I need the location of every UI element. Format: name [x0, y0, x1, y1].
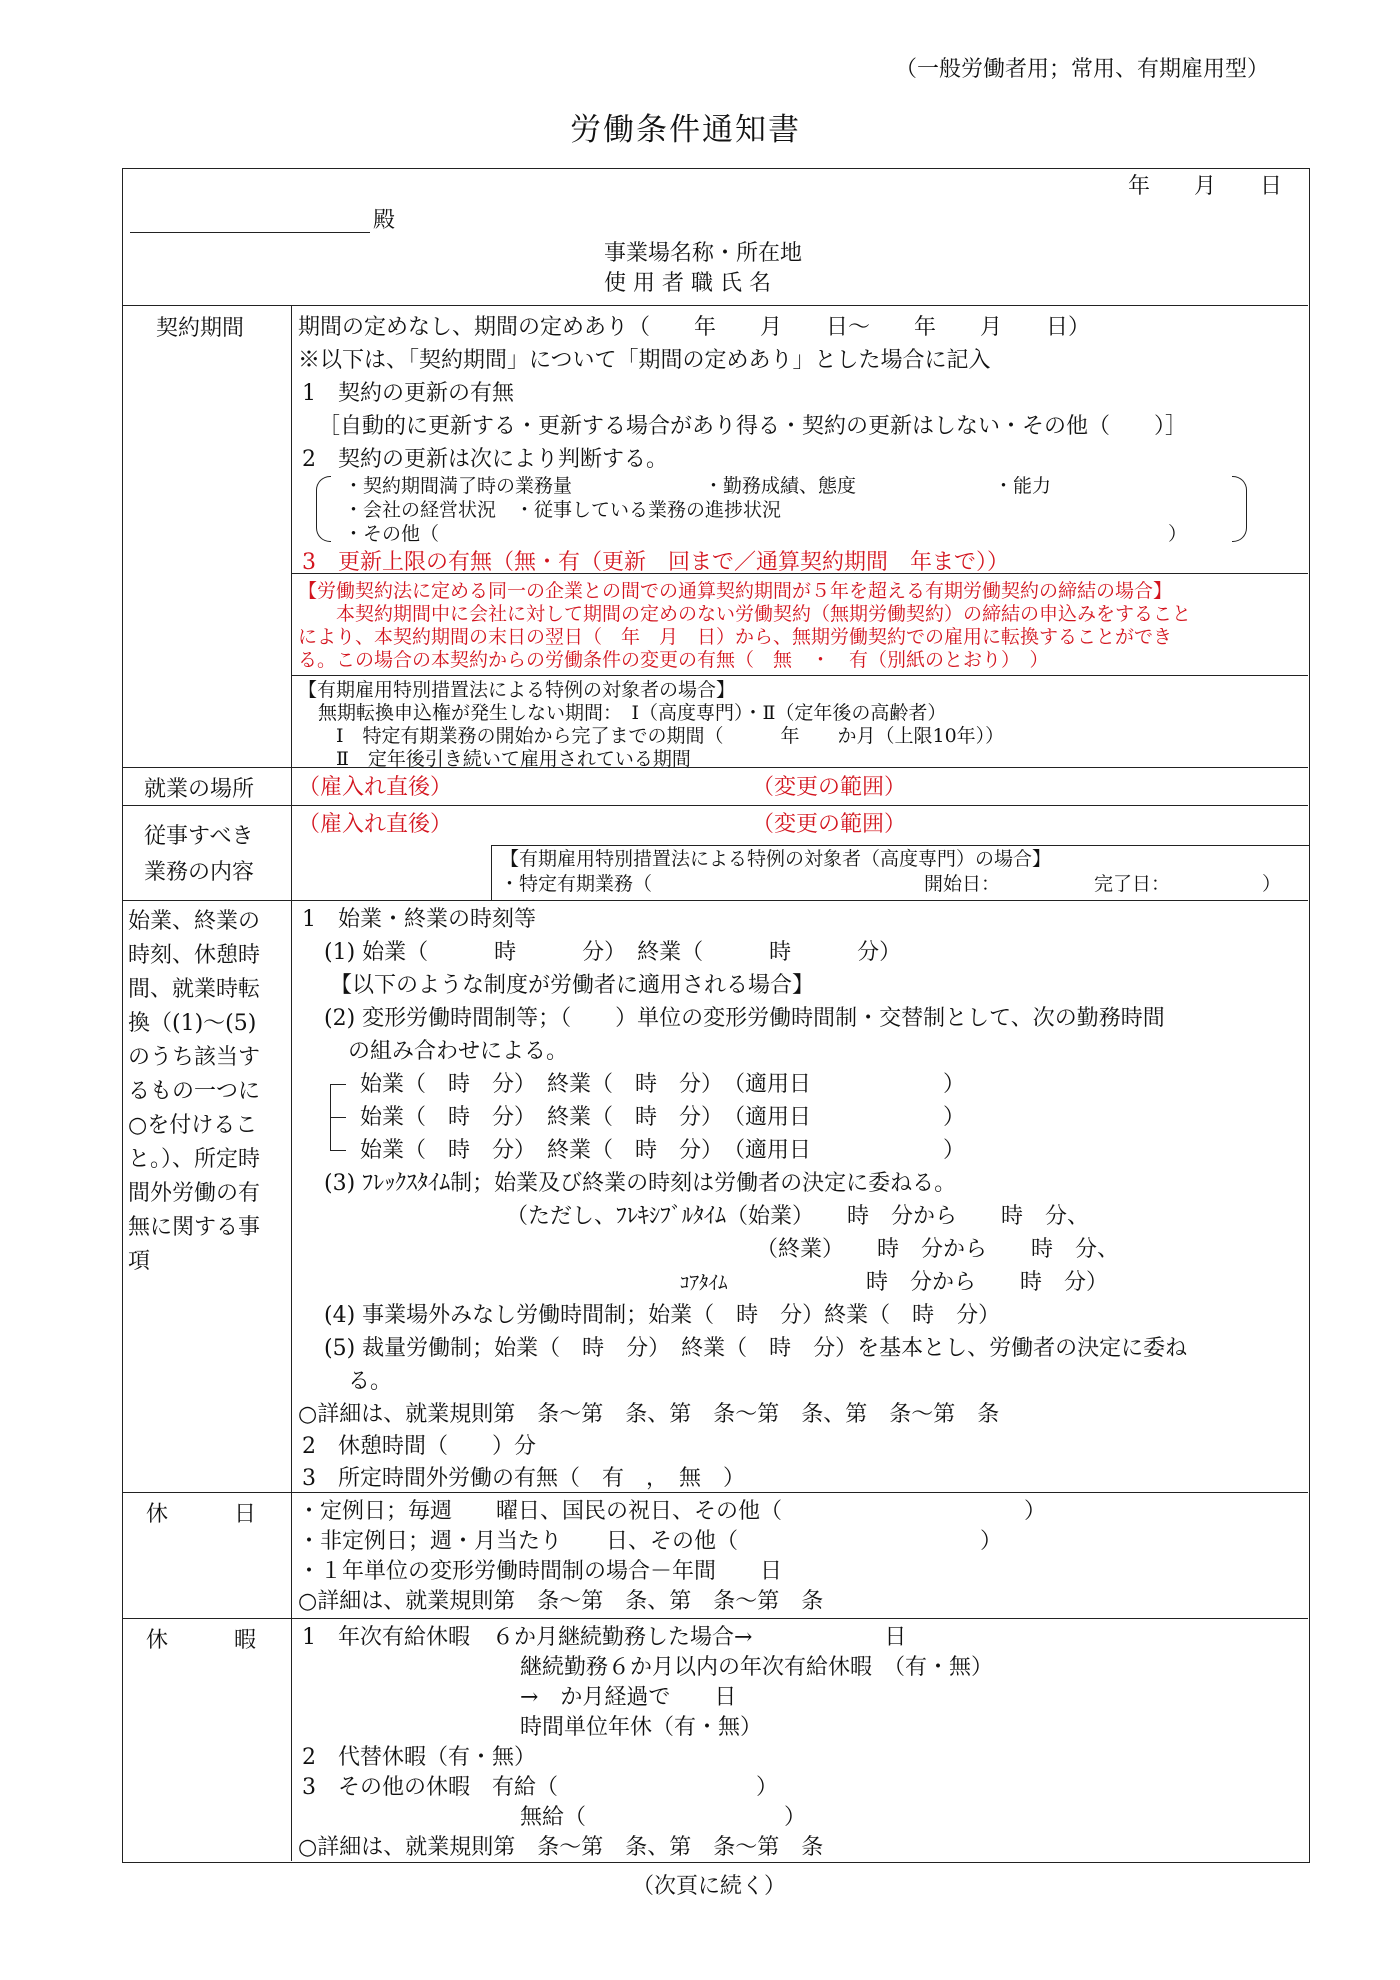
holidays-label: 休 日: [146, 1502, 257, 1527]
fixed-hours: (1) 始業（ 時 分） 終業（ 時 分）: [324, 940, 902, 965]
annual-leave-detail: → か月経過で 日: [520, 1685, 737, 1710]
holidays-nonfixed: ・非定例日；週・月当たり 日、その他（ ）: [298, 1529, 1003, 1554]
shift-row: 始業（ 時 分） 終業（ 時 分） （適用日 ）: [360, 1138, 966, 1163]
addressee-field[interactable]: [130, 232, 370, 233]
hours-label-line: のうち該当す: [128, 1045, 261, 1070]
hours-label-line: 無に関する事: [128, 1215, 261, 1240]
duties-end-label: 完了日：: [1094, 873, 1171, 895]
other-leave-unpaid: 無給（ ）: [520, 1805, 807, 1830]
continued-note: （次頁に続く）: [632, 1874, 787, 1899]
shift-row: 始業（ 時 分） 終業（ 時 分） （適用日 ）: [360, 1105, 966, 1130]
hours-label-line: 項: [128, 1249, 151, 1274]
annual-leave: 1 年次有給休暇 ６か月継続勤務した場合→ 日: [302, 1625, 907, 1650]
inner-divider: [291, 675, 1308, 676]
judgment-workload: ・契約期間満了時の業務量: [344, 475, 573, 497]
break-time: 2 休憩時間（ ）分: [302, 1434, 536, 1459]
hourly-leave: 時間単位年休（有・無）: [520, 1715, 763, 1740]
hours-label-line: 間外労働の有: [128, 1181, 261, 1206]
judgment-business: ・会社の経営状況 ・従事している業務の進捗状況: [344, 499, 782, 521]
right-bracket: [1232, 476, 1247, 542]
leave-rules-ref: ○詳細は、就業規則第 条～第 条、第 条～第 条: [298, 1835, 824, 1860]
hours-label-block: [128, 905, 260, 1279]
contract-period-label: 契約期間: [156, 316, 245, 341]
judgment-other: ・その他（: [344, 523, 440, 545]
hours-label-line: 間、就業時転: [128, 977, 261, 1002]
hours-rules-ref: ○詳細は、就業規則第 条～第 条、第 条～第 条、第 条～第 条: [298, 1402, 1000, 1427]
hours-label-line: 始業、終業の: [128, 909, 261, 934]
row-divider: [122, 805, 1308, 806]
duties-special-heading: 【有期雇用特別措置法による特例の対象者（高度専門）の場合】: [500, 848, 1052, 870]
flex-detail: （終業） 時 分から 時 分、: [756, 1237, 1120, 1262]
workplace-immediate: （雇入れ直後）: [298, 775, 453, 800]
judgment-heading: 2 契約の更新は次により判断する。: [302, 447, 668, 472]
variable-hours-cont: の組み合わせによる。: [348, 1039, 569, 1064]
row-divider: [122, 305, 1308, 306]
row-divider: [122, 1618, 1308, 1619]
date-line: 年 月 日: [1128, 174, 1283, 199]
leave-label: 休 暇: [146, 1628, 257, 1653]
substitute-leave: 2 代替休暇（有・無）: [302, 1745, 536, 1770]
conversion-line: 本契約期間中に会社に対して期間の定めのない労働契約（無期労働契約）の締結の申込みをすること: [336, 603, 1192, 625]
duties-scope: （変更の範囲）: [752, 812, 907, 837]
variable-hours: (2) 変形労働時間制等；（ ）単位の変形労働時間制・交替制として、次の勤務時間: [324, 1006, 1165, 1031]
conversion-heading: 【労働契約法に定める同一の企業との間での通算契約期間が５年を超える有期労働契約の締結の場合】: [298, 580, 1173, 602]
discretion-hours-cont: る。: [348, 1369, 393, 1394]
renewal-limit: 3 更新上限の有無（無・有（更新 回まで／通算契約期間 年まで））: [302, 550, 1009, 575]
holidays-annual: ・１年単位の変形労働時間制の場合－年間 日: [298, 1559, 783, 1584]
left-bracket: [316, 476, 331, 542]
employer-title-name: 使 用 者 職 氏 名: [604, 271, 771, 296]
other-leave-paid: 3 その他の休暇 有給（ ）: [302, 1775, 778, 1800]
special-measures-line: Ⅱ 定年後引き続いて雇用されている期間: [336, 748, 691, 770]
holidays-fixed: ・定例日；毎週 曜日、国民の祝日、その他（ ）: [298, 1499, 1047, 1524]
system-note: 【以下のような制度が労働者に適用される場合】: [330, 973, 815, 998]
judgment-performance: ・勤務成績、態度: [704, 475, 857, 497]
renewal-heading: 1 契約の更新の有無: [302, 381, 514, 406]
judgment-ability: ・能力: [994, 475, 1052, 497]
flex-detail: 時 分から 時 分）: [866, 1270, 1109, 1295]
flex-detail: （ただし、ﾌﾚｷｼﾌﾞﾙﾀｲﾑ（始業） 時 分から 時 分、: [506, 1204, 1090, 1229]
duties-immediate: （雇入れ直後）: [298, 812, 453, 837]
duties-label: 業務の内容: [144, 860, 255, 885]
label-column-divider: [291, 305, 292, 1861]
duties-special-line: ・特定有期業務（: [500, 873, 653, 895]
special-measures-line: Ⅰ 特定有期業務の開始から完了までの期間（ 年 か月（上限10年））: [336, 725, 1005, 747]
shift-row: 始業（ 時 分） 終業（ 時 分） （適用日 ）: [360, 1072, 966, 1097]
duties-label: 従事すべき: [144, 824, 254, 849]
flex-time: (3) ﾌﾚｯｸｽﾀｲﾑ制；始業及び終業の時刻は労働者の決定に委ねる。: [324, 1171, 957, 1196]
workplace-scope: （変更の範囲）: [752, 775, 907, 800]
holidays-rules-ref: ○詳細は、就業規則第 条～第 条、第 条～第 条: [298, 1589, 824, 1614]
renewal-options: ［自動的に更新する・更新する場合があり得る・契約の更新はしない・その他（ ）］: [318, 414, 1188, 439]
contract-note: ※以下は、「契約期間」について「期間の定めあり」とした場合に記入: [298, 348, 991, 373]
annual-leave-detail: 継続勤務６か月以内の年次有給休暇 （有・無）: [520, 1655, 994, 1680]
special-measures-line: 無期転換申込権が発生しない期間： Ⅰ（高度専門）・Ⅱ（定年後の高齢者）: [318, 702, 947, 724]
conversion-line: により、本契約期間の末日の翌日（ 年 月 日）から、無期労働契約での雇用に転換することができ: [298, 626, 1173, 648]
addressee-suffix: 殿: [373, 208, 396, 233]
shift-bracket-tick: [330, 1150, 346, 1151]
shift-bracket-tick: [330, 1084, 346, 1085]
offsite-hours: (4) 事業場外みなし労働時間制；始業（ 時 分）終業（ 時 分）: [324, 1303, 1001, 1328]
employer-name-address: 事業場名称・所在地: [604, 241, 803, 266]
form-type: （一般労働者用；常用、有期雇用型）: [895, 57, 1270, 82]
overtime: 3 所定時間外労働の有無（ 有 ， 無 ）: [302, 1466, 745, 1491]
row-divider: [122, 767, 1308, 768]
hours-heading: 1 始業・終業の時刻等: [302, 907, 536, 932]
special-measures-heading: 【有期雇用特別措置法による特例の対象者の場合】: [298, 679, 736, 701]
hours-label-line: と。）、所定時: [128, 1147, 261, 1172]
shift-bracket-tick: [330, 1117, 346, 1118]
duties-close: ）: [1262, 873, 1282, 895]
discretion-hours: (5) 裁量労働制；始業（ 時 分） 終業（ 時 分）を基本とし、労働者の決定に委ね: [324, 1336, 1188, 1361]
workplace-label: 就業の場所: [144, 777, 255, 802]
contract-period-line: 期間の定めなし、期間の定めあり（ 年 月 日～ 年 月 日）: [298, 315, 1091, 340]
judgment-other-close: ）: [1168, 523, 1188, 545]
hours-label-line: 時刻、休憩時: [128, 943, 261, 968]
core-time-label: ｺｱﾀｲﾑ: [680, 1272, 728, 1294]
hours-label-line: ○を付けるこ: [128, 1113, 258, 1138]
conversion-line: る。この場合の本契約からの労働条件の変更の有無（ 無 ・ 有（別紙のとおり） ）: [298, 649, 1049, 671]
hours-label-line: 換（(1)～(5): [128, 1011, 257, 1036]
hours-label-line: るもの一つに: [128, 1079, 261, 1104]
page-title: 労働条件通知書: [570, 112, 801, 148]
duties-start-label: 開始日：: [924, 873, 1001, 895]
